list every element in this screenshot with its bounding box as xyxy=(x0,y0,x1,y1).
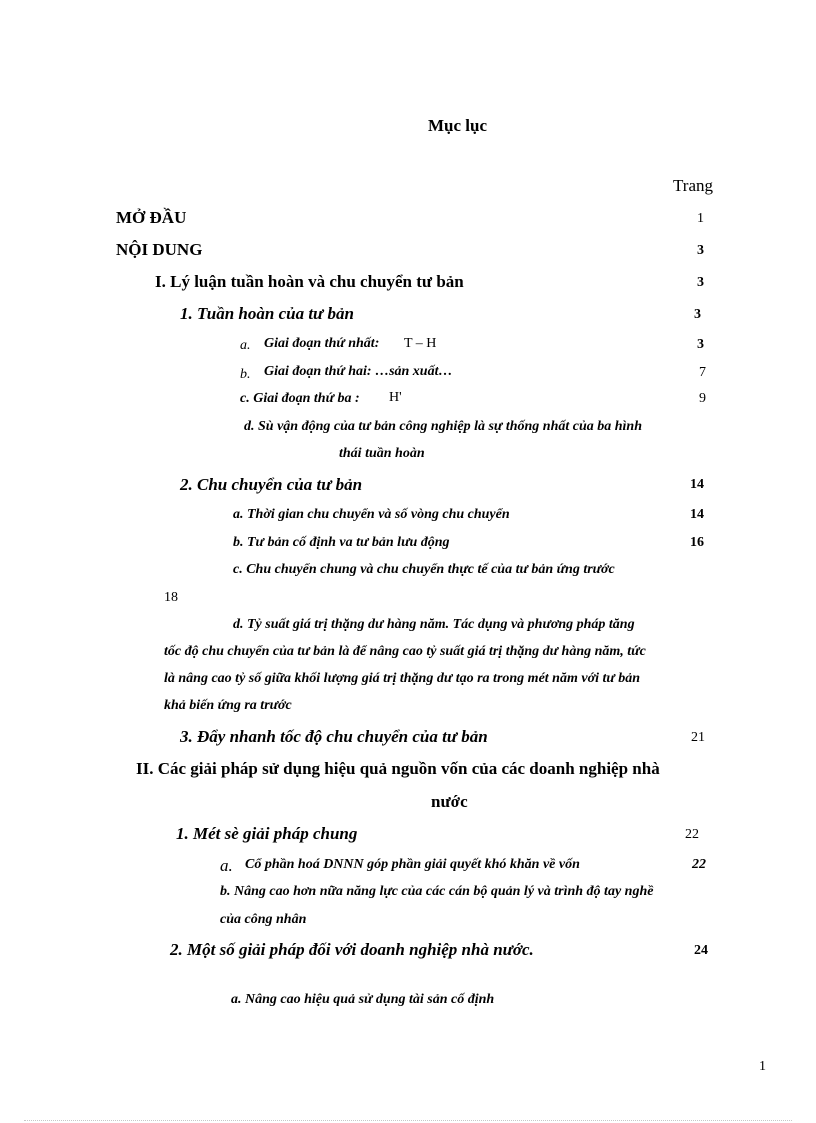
toc-entry-1-1c: c. Giai đoạn thứ ba : xyxy=(240,391,360,406)
toc-entry-1-2: 2. Chu chuyển của tư bản xyxy=(180,475,363,494)
toc-entry-1-3: 3. Đẩy nhanh tốc độ chu chuyển của tư bản xyxy=(180,727,488,746)
toc-entry-1-2d-line1: d. Tỷ suất giá trị thặng dư hàng năm. Tác dụng và phương pháp tăng xyxy=(233,617,635,632)
toc-entry-1-2d-line4: khả biến ứng ra trước xyxy=(164,698,292,713)
toc-entry-1-2b: b. Tư bản cố định va tư bản lưu động xyxy=(233,535,450,550)
toc-page-2-1: 22 xyxy=(685,827,699,842)
toc-entry-1-2a: a. Thời gian chu chuyển và số vòng chu chuyển xyxy=(233,507,510,522)
toc-entry-1-1a-marker: a. xyxy=(240,338,251,353)
toc-entry-2-1b-line2: của công nhân xyxy=(220,912,307,927)
toc-page-mo-dau: 1 xyxy=(697,211,704,226)
toc-entry-1-1b-marker: b. xyxy=(240,367,251,382)
toc-title: Mục lục xyxy=(428,116,488,135)
toc-page-1-2b: 16 xyxy=(690,535,704,550)
toc-entry-1-1a-formula: T – H xyxy=(404,336,437,351)
toc-entry-mo-dau: MỞ ĐẦU xyxy=(116,208,187,227)
toc-entry-noi-dung: NỘI DUNG xyxy=(116,240,203,259)
toc-entry-1-2c: c. Chu chuyển chung và chu chuyển thực tế của tư bản ứng trước xyxy=(233,562,615,577)
page-column-header: Trang xyxy=(673,176,713,195)
toc-entry-part-1: I. Lý luận tuần hoàn và chu chuyển tư bản xyxy=(155,272,464,291)
toc-entry-2-1: 1. Mét sè giải pháp chung xyxy=(176,824,358,843)
toc-page-1-2a: 14 xyxy=(690,507,704,522)
toc-page-1-2c: 18 xyxy=(164,590,178,605)
page-number: 1 xyxy=(759,1059,766,1074)
toc-page-1-1b: 7 xyxy=(699,365,706,380)
toc-page-2-2: 24 xyxy=(694,943,708,958)
toc-page-1-1: 3 xyxy=(694,307,701,322)
toc-entry-part-2-line2: nước xyxy=(431,792,468,811)
toc-page-part-1: 3 xyxy=(697,275,704,290)
toc-page-1-2: 14 xyxy=(690,477,704,492)
toc-entry-2-2a: a. Nâng cao hiệu quả sử dụng tài sản cố định xyxy=(231,992,495,1007)
toc-entry-1-2d-line3: là nâng cao tỷ số giữa khối lượng giá trị thặng dư tạo ra trong mét năm với tư bản xyxy=(164,671,641,686)
toc-page-1-1c: 9 xyxy=(699,391,706,406)
toc-entry-2-1b-line1: b. Nâng cao hơn nữa năng lực của các cán bộ quản lý và trình độ tay nghề xyxy=(220,884,654,899)
toc-page-1-3: 21 xyxy=(691,730,705,745)
toc-entry-1-1d-line1: d. Sù vận động của tư bản công nghiệp là sự thống nhất của ba hình xyxy=(244,419,642,434)
toc-entry-2-2: 2. Một số giải pháp đối với doanh nghiệp nhà nước. xyxy=(170,940,534,959)
toc-entry-part-2-line1: II. Các giải pháp sử dụng hiệu quả nguồn vốn của các doanh nghiệp nhà xyxy=(136,759,660,778)
toc-entry-2-1a-marker: a. xyxy=(220,856,233,875)
toc-page-noi-dung: 3 xyxy=(697,243,704,258)
toc-entry-1-1: 1. Tuần hoàn của tư bản xyxy=(180,304,354,323)
toc-page-2-1a: 22 xyxy=(692,857,706,872)
toc-page-1-1a: 3 xyxy=(697,337,704,352)
page-bottom-rule xyxy=(24,1120,792,1121)
toc-entry-2-1a: Cổ phần hoá DNNN góp phần giải quyết khó khăn về vốn xyxy=(245,857,580,872)
toc-entry-1-1b: Giai đoạn thứ hai: …sản xuất… xyxy=(264,364,453,379)
toc-entry-1-2d-line2: tốc độ chu chuyển của tư bản là để nâng cao tỷ suất giá trị thặng dư hàng năm, tức xyxy=(164,644,646,659)
toc-entry-1-1c-formula: H' xyxy=(389,390,402,405)
toc-entry-1-1d-line2: thái tuần hoàn xyxy=(339,446,425,461)
toc-entry-1-1a: Giai đoạn thứ nhất: xyxy=(264,336,380,351)
